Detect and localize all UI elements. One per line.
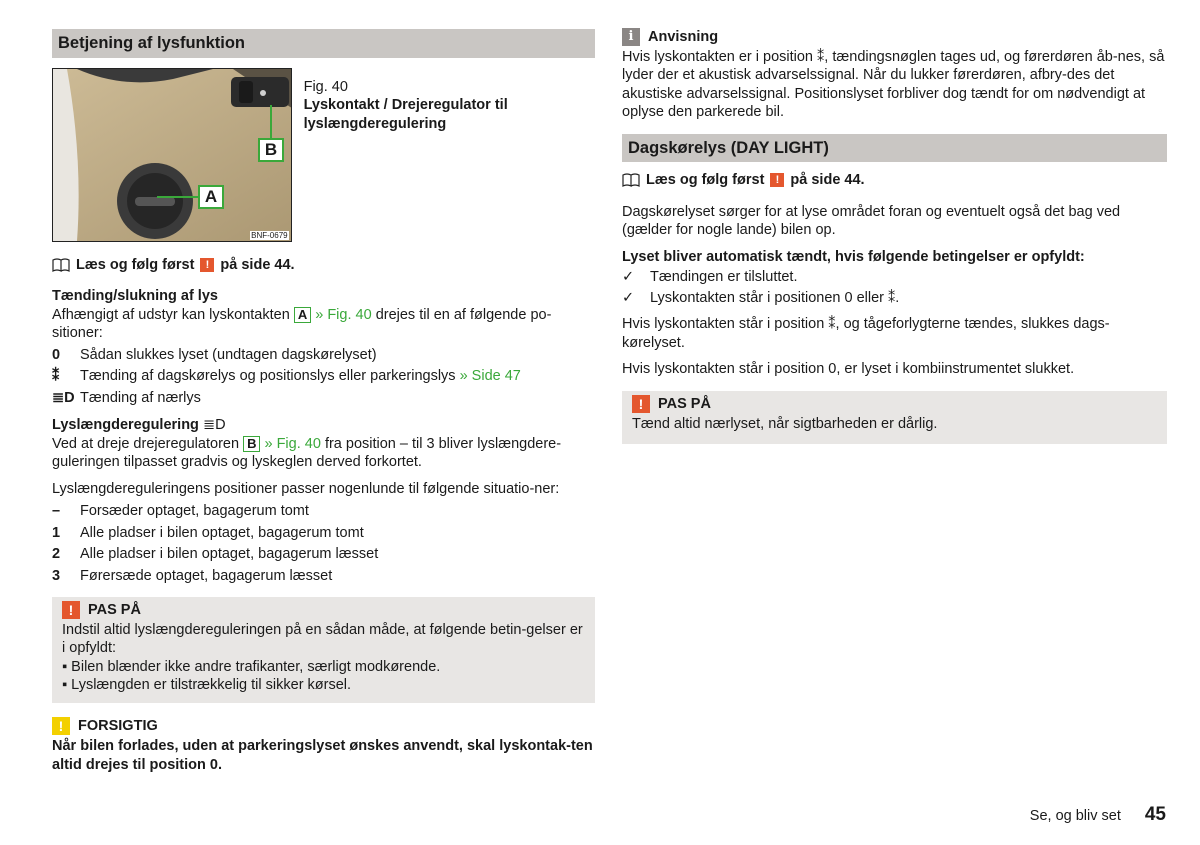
list-item [52, 502, 595, 521]
notice-box [622, 391, 1167, 444]
figure-title: Lyskontakt / Drejeregulator til lyslængderegulering [303, 97, 508, 132]
low-beam-icon: ≣D [52, 389, 75, 406]
figure-image [52, 68, 292, 242]
info-header [622, 28, 1167, 47]
chapter-title: Se, og bliv set [1029, 807, 1121, 824]
caution-exclamation-icon: ! [52, 717, 70, 735]
ignition-title: Tænding/slukning af lys [52, 288, 218, 304]
conditions-list [622, 268, 1167, 307]
caution-box [52, 717, 595, 775]
caution-header [52, 717, 595, 736]
caution-title: FORSIGTIG [78, 717, 158, 734]
section-title-day-light: Dagskørelys (DAY LIGHT) [622, 134, 1167, 163]
left-column [52, 0, 595, 774]
list-item-text: Sådan slukkes lyset (undtagen dagskørelyset) [80, 346, 377, 363]
range-intro: Lyslængdereguleringens positioner passer nogenlunde til følgende situatio-ner: [52, 480, 560, 497]
paragraph-2: Hvis lyskontakten står i position ⁑, og tågeforlygterne tændes, slukkes dags-kørelyset. [622, 316, 1110, 351]
list-item [52, 524, 595, 543]
image-code: BNF-0679 [251, 230, 288, 240]
ignition-text [52, 306, 595, 343]
list-item-text: Lyskontakten står i positionen 0 eller ⁑. [650, 289, 900, 306]
warning-icon: ! [200, 258, 214, 272]
notice-title: PAS PÅ [658, 395, 711, 412]
read-first-before: Læs og følg først [646, 172, 765, 188]
range-text [52, 435, 595, 472]
ignition-text-1: Afhængigt af udstyr kan lyskontakten [52, 306, 290, 323]
notice-text: Tænd altid nærlyset, når sigtbarheden er dårlig. [632, 416, 938, 432]
light-switch-illustration [53, 69, 292, 241]
notice-title: PAS PÅ [88, 602, 141, 618]
list-item-text: Forsæder optaget, bagagerum tomt [80, 503, 309, 519]
ignition-list [52, 346, 595, 408]
section-title-light-function: Betjening af lysfunktion [52, 29, 595, 58]
list-item-symbol: 1 [52, 524, 61, 541]
list-item [52, 367, 595, 386]
headlight-range-icon: ≣D [202, 417, 226, 433]
page-footer [1029, 803, 1166, 826]
list-item-text: Alle pladser i bilen optaget, bagagerum tomt [80, 524, 364, 541]
notice-bullet: ▪ Lyslængden er tilstrækkelig til sikker kørsel. [62, 677, 352, 693]
range-title [52, 416, 595, 435]
ignition-text-2: drejes til en af følgende po-sitioner: [52, 306, 552, 341]
list-item-text: Tændingen er tilsluttet. [650, 269, 798, 285]
list-item-text: Tænding af nærlys [80, 389, 201, 406]
ref-box-b: B [243, 436, 260, 452]
caution-text: Når bilen forlades, uden at parkeringslyset ønskes anvendt, skal lyskontak-ten altid drejes til position 0. [52, 738, 593, 773]
read-first-before: Læs og følg først [76, 256, 195, 273]
notice-bullet-text: Lyslængden er tilstrækkelig til sikker kørsel. [71, 677, 352, 693]
figure-40 [52, 68, 595, 242]
book-icon [52, 258, 70, 272]
conditions-title: Lyset bliver automatisk tændt, hvis følgende betingelser er opfyldt: [622, 248, 1085, 265]
list-item [52, 545, 595, 564]
range-text-1: Ved at dreje drejeregulatoren [52, 435, 240, 452]
list-item-text: Tænding af dagskørelys og positionslys eller parkeringslys [80, 368, 456, 384]
fig-link-a[interactable]: » Fig. 40 [315, 306, 372, 323]
info-title: Anvisning [648, 29, 719, 45]
fig-link-b[interactable]: » Fig. 40 [264, 435, 321, 452]
notice-bullet-text: Bilen blænder ikke andre trafikanter, særligt modkørende. [71, 658, 441, 675]
info-icon: i [622, 28, 640, 46]
range-text-2: fra position – til 3 bliver lyslængdere-guleringen tilpasset gradvis og lyskeglen derved forkortet. [52, 435, 562, 470]
notice-exclamation-icon: ! [632, 395, 650, 413]
notice-header [632, 395, 1157, 414]
list-item-symbol: – [52, 503, 61, 519]
check-icon: ✓ [622, 269, 635, 285]
book-icon [622, 173, 640, 187]
notice-box [52, 597, 595, 703]
list-item [52, 567, 595, 586]
list-item-text: Førersæde optaget, bagagerum læsset [80, 567, 333, 584]
list-item [52, 346, 595, 365]
side-47-link[interactable]: » Side 47 [459, 368, 521, 384]
position-off-icon: 0 [52, 346, 61, 363]
list-item [622, 268, 1167, 287]
check-icon: ✓ [622, 289, 635, 306]
right-column [622, 0, 1167, 444]
warning-icon: ! [770, 173, 784, 187]
notice-text: Indstil altid lyslængdereguleringen på en sådan måde, at følgende betin-gelser er i opfyldt: [62, 621, 583, 656]
list-item-text: Alle pladser i bilen optaget, bagagerum læsset [80, 546, 379, 562]
paragraph-1: Dagskørelyset sørger for at lyse området foran og eventuelt også det bag ved (gælder for nogle lande) bilen op. [622, 203, 1121, 238]
figure-caption [304, 68, 595, 242]
page-number: 45 [1144, 803, 1166, 825]
paragraph-3: Hvis lyskontakten står i position 0, er lyset i kombiinstrumentet slukket. [622, 361, 1075, 377]
callout-a: A [204, 186, 218, 206]
list-item [622, 289, 1167, 308]
info-text: Hvis lyskontakten er i position ⁑, tændingsnøglen tages ud, og førerdøren åb-nes, så lyder der et akustisk advarselssignal. Når du lukker førerdøren, afbry-des det akustiske advarselssignal. Positionslyset forbliver dog tændt for om nødvendigt at oplyse den parkerede bil. [622, 48, 1165, 120]
position-light-icon: ⁑ [52, 368, 60, 384]
ref-box-a: A [294, 307, 311, 323]
read-first-line [622, 171, 1167, 190]
list-item-symbol: 2 [52, 546, 61, 562]
list-item [52, 389, 595, 408]
read-first-line [52, 256, 595, 275]
range-list [52, 502, 595, 585]
notice-exclamation-icon: ! [62, 601, 80, 619]
list-item-symbol: 3 [52, 567, 61, 584]
callout-b: B [264, 139, 278, 159]
read-first-after: på side 44. [790, 172, 865, 188]
info-note [622, 28, 1167, 122]
read-first-after: på side 44. [220, 256, 295, 273]
range-title-text: Lyslængderegulering [52, 417, 199, 433]
figure-label: Fig. 40 [303, 78, 348, 95]
notice-bullet: ▪ Bilen blænder ikke andre trafikanter, særligt modkørende. [62, 658, 441, 675]
notice-header [62, 601, 585, 620]
